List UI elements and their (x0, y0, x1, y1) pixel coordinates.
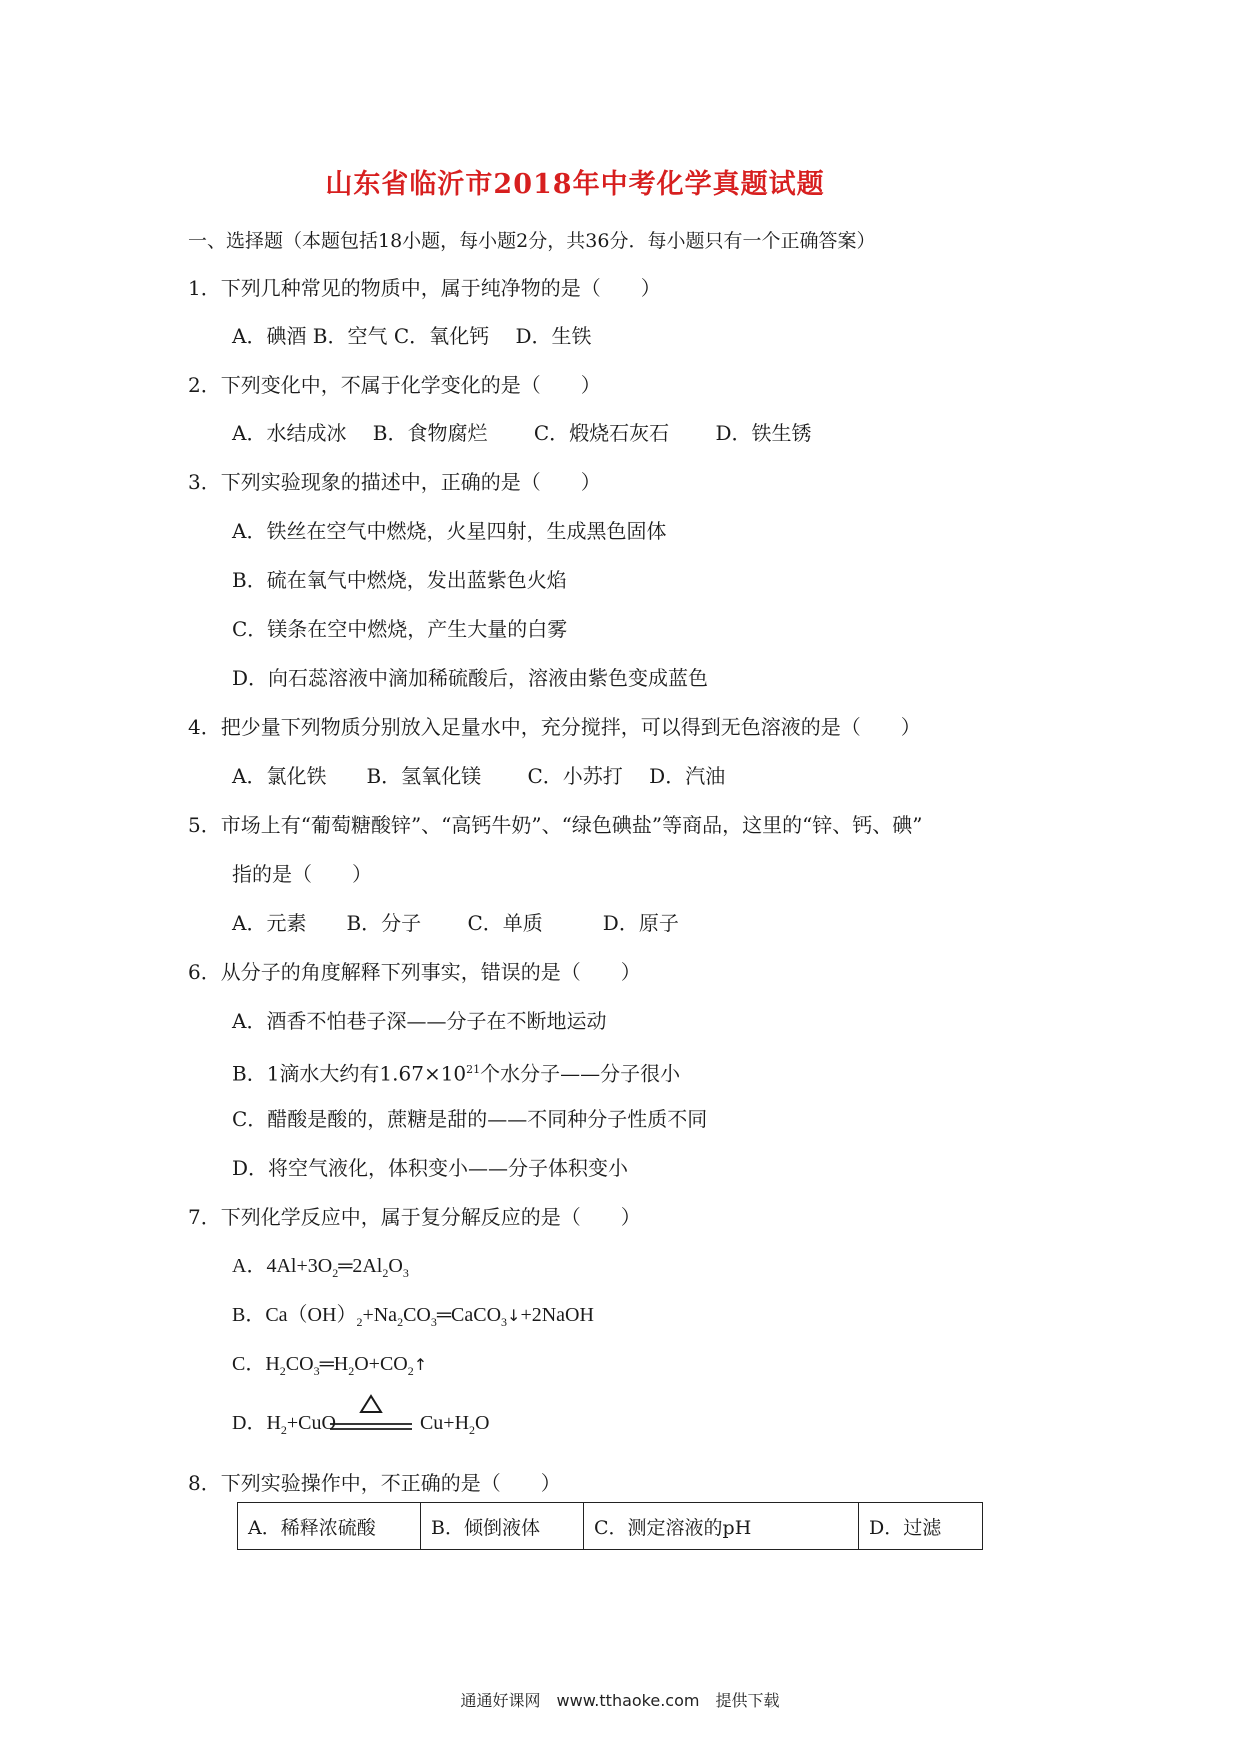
question-6-option-b (232, 1057, 680, 1087)
formula-part: Ca（OH） (265, 1304, 357, 1326)
table-cell-option-a: A．稀释浓硫酸 (238, 1503, 421, 1550)
question-2-options: A．水结成冰 B．食物腐烂 C．煅烧石灰石 D．铁生锈 (232, 421, 812, 445)
formula-part: 4Al+3O (266, 1255, 333, 1277)
question-6-option-b-text: B．1滴水大约有1.67×10 (232, 1061, 467, 1086)
formula-part: O+CO (354, 1353, 408, 1375)
formula-part: ═CaCO (436, 1304, 502, 1326)
option-label: A． (232, 1255, 267, 1277)
question-4-options: A．氯化铁 B．氢氧化镁 C．小苏打 D．汽油 (232, 764, 726, 788)
formula-subscript: 2 (469, 1423, 476, 1437)
question-6-option-a: A．酒香不怕巷子深——分子在不断地运动 (232, 1009, 607, 1033)
formula-subscript: 3 (501, 1315, 508, 1329)
question-1-stem: 1．下列几种常见的物质中，属于纯净物的是（ ） (188, 276, 661, 300)
formula-part: O (475, 1412, 490, 1434)
question-2-stem: 2．下列变化中，不属于化学变化的是（ ） (188, 373, 601, 397)
table-cell-option-c: C．测定溶液的pH (584, 1503, 859, 1550)
question-6-option-b-exponent: 21 (466, 1063, 481, 1076)
question-7-option-c (232, 1351, 427, 1384)
formula-subscript: 2 (279, 1364, 286, 1378)
formula-part: H (265, 1353, 280, 1375)
question-3-option-a: A．铁丝在空气中燃烧，火星四射，生成黑色固体 (232, 519, 667, 543)
question-3-option-b: B．硫在氧气中燃烧，发出蓝紫色火焰 (232, 568, 567, 592)
question-3-option-d: D．向石蕊溶液中滴加稀硫酸后，溶液由紫色变成蓝色 (232, 666, 709, 690)
formula-subscript: 2 (280, 1423, 287, 1437)
section-heading: 一、选择题（本题包括18小题，每小题2分，共36分．每小题只有一个正确答案） (188, 230, 876, 252)
heating-condition-icon (330, 1392, 412, 1444)
formula-part: O (388, 1255, 403, 1277)
question-6-option-b-tail: 个水分子——分子很小 (480, 1061, 681, 1086)
experiment-options-table (237, 1502, 983, 1550)
table-row (238, 1503, 983, 1550)
question-7-option-a (232, 1253, 409, 1286)
question-3-stem: 3．下列实验现象的描述中，正确的是（ ） (188, 470, 601, 494)
question-5-stem-continued: 指的是（ ） (232, 862, 372, 886)
formula-part: +CuO (286, 1412, 336, 1434)
formula-subscript: 3 (402, 1266, 409, 1280)
formula-part: +2NaOH (520, 1304, 594, 1326)
question-4-stem: 4．把少量下列物质分别放入足量水中，充分搅拌，可以得到无色溶液的是（ ） (188, 715, 921, 739)
question-3-option-c: C．镁条在空中燃烧，产生大量的白雾 (232, 617, 568, 641)
formula-part: CO (285, 1353, 314, 1375)
formula-part: +Na (362, 1304, 398, 1326)
option-label: D． (232, 1412, 267, 1434)
question-8-stem: 8．下列实验操作中，不正确的是（ ） (188, 1471, 561, 1495)
formula-subscript: 2 (407, 1364, 414, 1378)
formula-part: Cu+H (419, 1412, 470, 1434)
table-cell-option-d: D．过滤 (859, 1503, 983, 1550)
question-6-stem: 6．从分子的角度解释下列事实，错误的是（ ） (188, 960, 641, 984)
question-7-option-b (232, 1302, 594, 1335)
page-footer: 通通好课网 www.tthaoke.com 提供下载 (460, 1691, 780, 1710)
formula-part: CO (403, 1304, 431, 1326)
formula-subscript: 2 (348, 1364, 355, 1378)
formula-part: ═H (319, 1353, 349, 1375)
formula-subscript: 2 (397, 1315, 404, 1329)
question-6-option-c: C．醋酸是酸的，蔗糖是甜的——不同种分子性质不同 (232, 1107, 708, 1131)
table-cell-option-b: B．倾倒液体 (421, 1503, 584, 1550)
formula-subscript: 2 (356, 1315, 363, 1329)
question-5-options: A．元素 B．分子 C．单质 D．原子 (232, 911, 679, 935)
option-label: C． (232, 1353, 266, 1375)
precipitate-arrow-icon: ↓ (507, 1306, 521, 1325)
question-5-stem: 5．市场上有“葡萄糖酸锌”、“高钙牛奶”、“绿色碘盐”等商品，这里的“锌、钙、碘” (188, 813, 923, 837)
question-1-options: A．碘酒 B．空气 C．氧化钙 D．生铁 (232, 324, 592, 348)
question-7-stem: 7．下列化学反应中，属于复分解反应的是（ ） (188, 1205, 641, 1229)
formula-subscript: 2 (332, 1266, 339, 1280)
page-title: 山东省临沂市2018年中考化学真题试题 (325, 169, 825, 200)
question-6-option-d: D．将空气液化，体积变小——分子体积变小 (232, 1156, 629, 1180)
formula-part: ═2Al (338, 1255, 383, 1277)
option-label: B． (232, 1304, 266, 1326)
formula-subscript: 3 (430, 1315, 437, 1329)
formula-subscript: 3 (313, 1364, 320, 1378)
formula-subscript: 2 (382, 1266, 389, 1280)
formula-part: H (266, 1412, 281, 1434)
gas-arrow-icon: ↑ (413, 1355, 428, 1374)
